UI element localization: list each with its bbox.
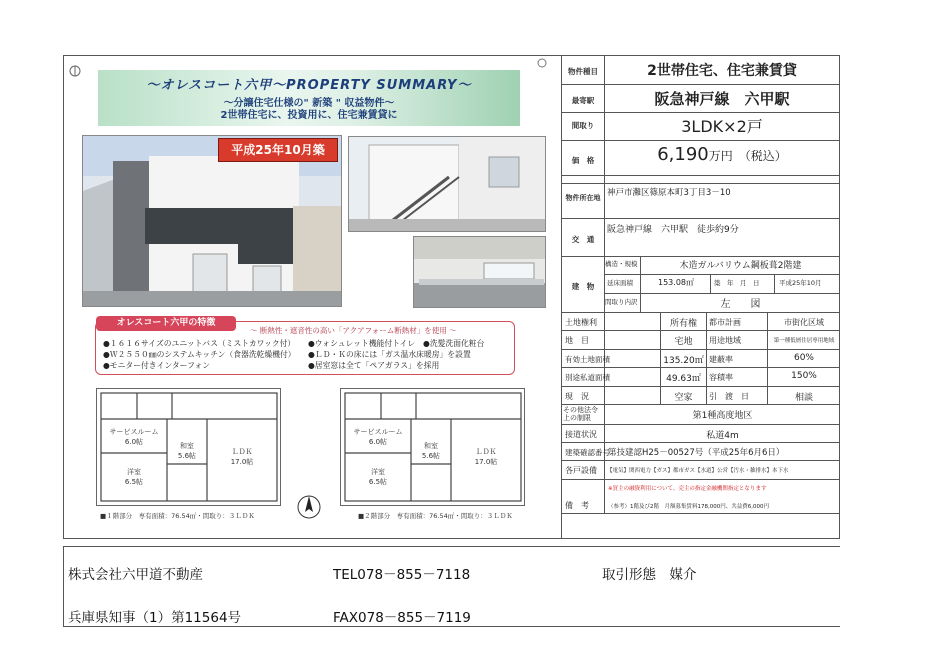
- handover-label: 引 渡 日: [709, 392, 749, 401]
- pin-icon: [68, 64, 82, 78]
- land-cat-value: 宅地: [674, 337, 693, 347]
- footer-top-line: [63, 546, 840, 547]
- table-row-line: [562, 112, 840, 113]
- building-label: 建 物: [571, 282, 595, 291]
- room-label: [207, 447, 277, 467]
- price-unit: 万円 （税込）: [708, 149, 787, 163]
- table-row-line: [562, 349, 840, 350]
- city-plan-value: 市街化区域: [784, 318, 824, 327]
- far-value: 150%: [791, 371, 817, 381]
- table-row-line: [562, 175, 840, 176]
- table-row-line: [562, 513, 840, 514]
- type-value: 2世帯住宅、住宅兼賃貸: [647, 63, 797, 79]
- remarks-note: （参考）1階及び2階 月額募集賃料178,000円、共益費6,000円: [608, 504, 769, 510]
- room-youshitsu-label: 洋室 6.5帖: [124, 468, 144, 486]
- summary-subtitle: ～分譲住宅仕様の" 新築 " 収益物件～: [223, 98, 395, 109]
- table-row-line: [562, 256, 840, 257]
- layout-label: 間取り: [571, 121, 595, 130]
- footer-left-line: [63, 546, 64, 626]
- table-row-line: [604, 293, 840, 294]
- floorplan-1f: [96, 388, 281, 506]
- remarks-label: 備 考: [565, 501, 589, 510]
- land-area-value: 135.20㎡: [663, 356, 704, 366]
- table-row-line: [562, 140, 840, 141]
- company-name: 株式会社六甲道不動産: [68, 567, 203, 583]
- features-title: オレスコート六甲の特徴: [96, 316, 236, 331]
- table-row-line: [562, 442, 840, 443]
- table-row-line: [562, 404, 840, 405]
- feature-item: ●モニター付きインターフォン: [103, 361, 211, 370]
- table-row-line: [562, 330, 840, 331]
- structure-value: 木造ガルバリウム鋼板葺2階建: [679, 261, 802, 271]
- summary-title: ～オレスコート六甲～PROPERTY SUMMARY～: [146, 78, 472, 93]
- price-value: 6,190: [657, 144, 709, 165]
- footer-bottom-line: [63, 626, 840, 627]
- type-label: 物件種目: [568, 67, 598, 76]
- floor-area-value: 153.08㎡: [658, 278, 694, 287]
- company-tel[interactable]: TEL078－855－7118: [333, 567, 471, 583]
- table-row-line: [562, 84, 840, 85]
- remarks-red: ※買主の融資利用について、売主の指定金融機関指定となります: [608, 486, 767, 492]
- built-label: 築 年 月 日: [714, 279, 760, 287]
- land-right-label: 土地権利: [565, 318, 597, 327]
- feature-item: ●居室窓は全て「ペアガラス」を採用: [308, 361, 440, 370]
- table-row-line: [562, 479, 840, 480]
- table-col-line: [604, 183, 605, 513]
- station-value: 阪急神戸線 六甲駅: [654, 90, 790, 108]
- coverage-value: 60%: [793, 353, 814, 363]
- city-plan-label: 都市計画: [709, 318, 741, 327]
- far-label: 容積率: [709, 373, 733, 382]
- table-row-line: [562, 367, 840, 368]
- summary-subtitle-2: 2世帯住宅に、投資用に、住宅兼賃貸に: [220, 110, 398, 121]
- room-service-label: サービスルーム 6.0帖: [109, 428, 159, 446]
- deal-type: 取引形態 媒介: [602, 567, 697, 583]
- room-label: [451, 447, 521, 467]
- other-value: 第1種高度地区: [692, 411, 753, 421]
- room-washitsu-label: 和室 5.6帖: [421, 442, 441, 460]
- use-zone-label: 用途地域: [709, 336, 741, 345]
- floorplan-value: 左 図: [720, 299, 761, 310]
- room-label: [345, 427, 411, 447]
- room-ldk-label: ＬＤＫ 17.0帖: [474, 448, 498, 466]
- handover-value: 相談: [794, 393, 813, 403]
- land-area-label: 有効土地面積: [565, 355, 610, 364]
- feature-item: ●ウォシュレット機能付トイレ ●洗髪洗面化粧台: [308, 339, 485, 348]
- floorplan-2f-caption: ■２階部分 専有面積：76.54㎡・間取り：３ＬＤＫ: [358, 512, 513, 520]
- room-ldk-label: ＬＤＫ 17.0帖: [230, 448, 254, 466]
- road-label: 接道状況: [565, 430, 597, 439]
- structure-label: 構造・規模: [605, 260, 638, 268]
- table-row-line: [562, 424, 840, 425]
- confirm-value: 第技建認H25－00527号（平成25年6月6日）: [608, 448, 785, 458]
- table-col-line: [774, 274, 775, 293]
- table-row-line: [562, 460, 840, 461]
- floorplan-1f-caption: ■１階部分 専有面積：76.54㎡・間取り：３ＬＤＫ: [100, 512, 255, 520]
- use-zone-value: 第一種低層住居専用地域: [773, 338, 835, 344]
- table-row-line: [562, 386, 840, 387]
- road-value: 私道4m: [706, 431, 739, 441]
- land-cat-label: 地 目: [565, 336, 589, 345]
- corner-mark-icon: [536, 57, 548, 69]
- room-label: [101, 427, 167, 447]
- built-year-badge: 平成25年10月築: [218, 138, 338, 162]
- feature-item: ●１６１６サイズのユニットバス（ミストカワック付）: [103, 339, 296, 348]
- facility-label: 各戸設備: [565, 466, 597, 475]
- table-col-line: [706, 312, 707, 404]
- license-number: 兵庫県知事（1）第11564号: [68, 610, 242, 626]
- transport-label: 交 通: [571, 235, 595, 244]
- features-note: ～ 断熱性・遮音性の高い「アクアフォーム断熱材」を使用 ～: [250, 326, 457, 335]
- status-value: 空家: [674, 393, 693, 403]
- floorplan-label: 間取り内訳: [605, 298, 638, 306]
- kitchen-photo: [413, 236, 546, 308]
- table-row-line: [562, 312, 840, 313]
- room-washitsu-label: 和室 5.6帖: [177, 442, 197, 460]
- built-value: 平成25年10月: [779, 279, 822, 287]
- facility-value: 【電気】関西電力【ガス】都市ガス【水道】公営【汚水・雑排水】本下水: [607, 468, 789, 474]
- room-service-label: サービスルーム 6.0帖: [353, 428, 403, 446]
- table-row-line: [562, 183, 840, 184]
- table-row-line: [562, 218, 840, 219]
- coverage-label: 建蔽率: [709, 355, 733, 364]
- table-col-line: [710, 274, 711, 293]
- room-label: [101, 467, 167, 487]
- price-label: 価 格: [571, 156, 595, 165]
- room-label: [411, 441, 451, 461]
- compass-north-icon: [296, 494, 322, 520]
- address-value: 神戸市灘区篠原本町3丁目3－10: [607, 188, 731, 198]
- confirm-label: 建築確認番号: [565, 448, 610, 457]
- transport-value: 阪急神戸線 六甲駅 徒歩約9分: [607, 225, 739, 235]
- other-label: その他法令上の制限: [563, 406, 598, 422]
- floor-area-label: 延床面積: [607, 279, 633, 287]
- layout-value: 3LDK×2戸: [681, 117, 763, 136]
- company-fax[interactable]: FAX078－855－7119: [333, 610, 471, 626]
- private-road-value: 49.63㎡: [666, 374, 701, 384]
- staircase-photo: [348, 136, 546, 232]
- address-label: 物件所在地: [565, 194, 601, 202]
- room-label: [167, 441, 207, 461]
- land-right-value: 所有権: [669, 319, 697, 329]
- table-row-line: [604, 274, 840, 275]
- room-label: [345, 467, 411, 487]
- private-road-label: 別途私道面積: [565, 373, 610, 382]
- room-youshitsu-label: 洋室 6.5帖: [368, 468, 388, 486]
- feature-item: ●ＬＤ・Ｋの床には「ガス温水床暖房」を設置: [308, 350, 471, 359]
- price-value-group: [604, 144, 840, 165]
- feature-item: ●Ｗ２５５０㎜のシステムキッチン（食器洗乾燥機付）: [103, 350, 296, 359]
- floorplan-2f: [340, 388, 525, 506]
- status-label: 現 況: [565, 392, 589, 401]
- station-label: 最寄駅: [571, 96, 595, 105]
